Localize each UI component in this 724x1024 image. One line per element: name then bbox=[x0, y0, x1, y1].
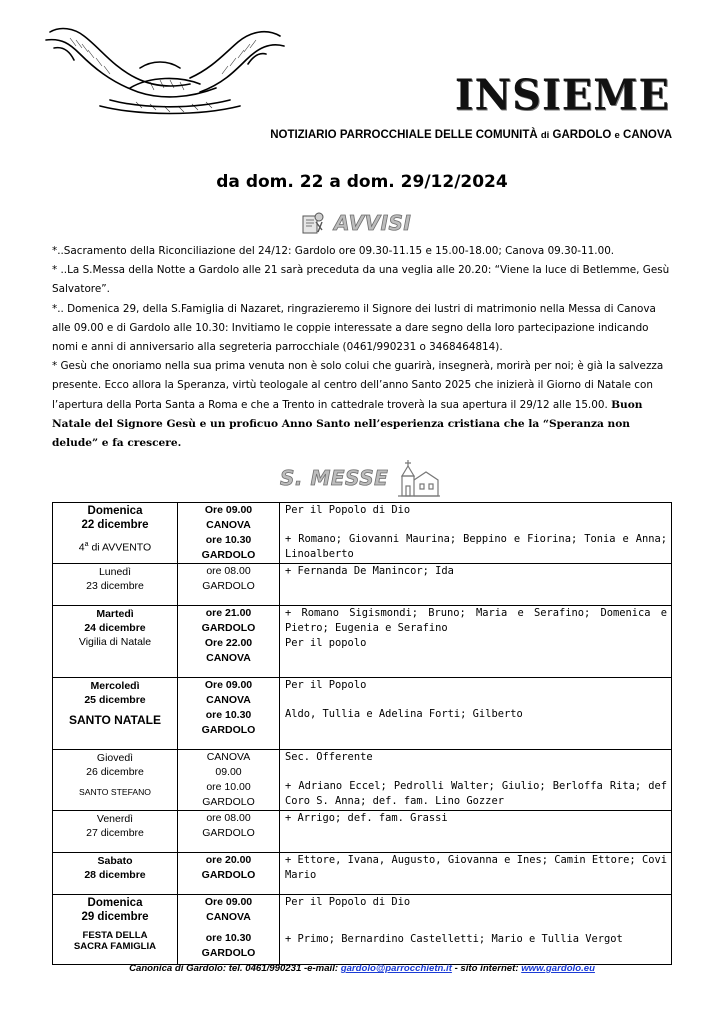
newsletter-subtitle bbox=[200, 129, 672, 141]
time-cell bbox=[178, 750, 280, 811]
intention-text: + Arrigo; def. fam. Grassi bbox=[285, 812, 448, 824]
mass-place: GARDOLO bbox=[201, 622, 256, 634]
intention-text: Aldo, Tullia e Adelina Forti; Gilberto bbox=[285, 708, 523, 720]
avviso-paragraph: *..Sacramento della Riconciliazione del 24/12: Gardolo ore 09.30-11.15 e 15.00-18.00; Canova 09.30-11.00. bbox=[52, 245, 615, 257]
liturgical-note bbox=[53, 538, 177, 555]
day-name: Sabato bbox=[97, 855, 133, 867]
table-row bbox=[53, 853, 672, 895]
subtitle-e: e bbox=[614, 130, 620, 141]
email-link[interactable]: gardolo@parrocchietn.it bbox=[340, 963, 452, 974]
day-cell bbox=[53, 606, 178, 678]
liturgical-note: SANTO NATALE bbox=[69, 713, 161, 727]
subtitle-text: NOTIZIARIO PARROCCHIALE DELLE COMUNITÀ bbox=[270, 129, 538, 141]
mass-time: ore 10.30 bbox=[205, 932, 252, 944]
day-date: 22 dicembre bbox=[81, 519, 149, 531]
avvisi-title: AVVISI bbox=[334, 211, 412, 235]
table-row bbox=[53, 895, 672, 965]
website-link[interactable]: www.gardolo.eu bbox=[521, 963, 595, 974]
day-date: 25 dicembre bbox=[84, 694, 146, 706]
mass-time: 09.00 bbox=[215, 766, 242, 778]
avvisi-body bbox=[52, 242, 672, 453]
intention-text: + Ettore, Ivana, Augusto, Giovanna e Ines; Camin Ettore; Covi Mario bbox=[285, 854, 667, 881]
day-cell bbox=[53, 564, 178, 606]
intentions-cell bbox=[280, 606, 672, 678]
intentions-cell bbox=[280, 503, 672, 564]
mass-time: ore 10.30 bbox=[205, 534, 252, 546]
subtitle-canova: CANOVA bbox=[623, 129, 672, 141]
day-cell bbox=[53, 853, 178, 895]
liturgical-note: SACRA FAMIGLIA bbox=[73, 941, 157, 952]
day-date: 24 dicembre bbox=[84, 622, 146, 634]
intention-text: + Romano Sigismondi; Bruno; Maria e Serafino; Domenica e Pietro; Eugenia e Serafino bbox=[285, 607, 667, 634]
subtitle-di: di bbox=[540, 130, 550, 141]
table-row bbox=[53, 503, 672, 564]
mass-place: GARDOLO bbox=[202, 827, 255, 839]
mass-time: ore 21.00 bbox=[205, 607, 252, 619]
liturgical-note: Vigilia di Natale bbox=[78, 636, 152, 648]
intention-text: Per il popolo bbox=[285, 637, 367, 649]
mass-time: Ore 09.00 bbox=[204, 896, 253, 908]
subtitle-gardolo: GARDOLO bbox=[552, 129, 612, 141]
day-cell bbox=[53, 811, 178, 853]
mass-time: Ore 09.00 bbox=[204, 504, 253, 516]
parish-contact-footer bbox=[52, 963, 672, 974]
liturgical-note: SANTO STEFANO bbox=[79, 787, 151, 797]
note-text: di AVVENTO bbox=[91, 541, 152, 554]
time-cell bbox=[178, 564, 280, 606]
table-row bbox=[53, 564, 672, 606]
mass-time: ore 10.00 bbox=[206, 781, 251, 793]
mass-place: CANOVA bbox=[206, 519, 251, 531]
intention-text: Per il Popolo bbox=[285, 679, 367, 691]
mass-place: GARDOLO bbox=[202, 580, 255, 592]
intentions-cell bbox=[280, 564, 672, 606]
day-name: Giovedì bbox=[96, 752, 134, 764]
intention-text: Per il Popolo di Dio bbox=[285, 504, 411, 516]
day-cell bbox=[53, 895, 178, 965]
time-cell bbox=[178, 503, 280, 564]
messe-title: S. MESSE bbox=[280, 466, 389, 490]
table-row bbox=[53, 678, 672, 750]
christmas-greeting: Buon Natale del Signore Gesù e un proficuo Anno Santo nell’esperienza cristiana che la “Speranza non delude” e fa crescere. bbox=[52, 398, 643, 450]
masses-schedule-table bbox=[52, 502, 672, 965]
mass-time: Ore 09.00 bbox=[204, 679, 253, 691]
mass-place: GARDOLO bbox=[201, 869, 256, 881]
mass-place: CANOVA bbox=[206, 694, 251, 706]
time-cell bbox=[178, 678, 280, 750]
mass-place: GARDOLO bbox=[201, 549, 256, 561]
day-name: Lunedì bbox=[98, 566, 132, 578]
day-date: 26 dicembre bbox=[86, 766, 144, 778]
mass-place: GARDOLO bbox=[202, 796, 255, 808]
time-cell bbox=[178, 853, 280, 895]
intention-text: + Romano; Giovanni Maurina; Beppino e Fiorina; Tonia e Anna; Linoalberto bbox=[285, 533, 667, 560]
liturgical-note: FESTA DELLA bbox=[82, 930, 148, 941]
intentions-cell bbox=[280, 678, 672, 750]
date-range-heading: da dom. 22 a dom. 29/12/2024 bbox=[216, 172, 508, 192]
table-row bbox=[53, 606, 672, 678]
mass-place: CANOVA bbox=[206, 911, 251, 923]
note-number: 4 bbox=[78, 541, 85, 554]
mass-place: GARDOLO bbox=[201, 947, 256, 959]
day-cell bbox=[53, 503, 178, 564]
footer-text: Canonica di Gardolo: tel. 0461/990231 -e-mail: bbox=[129, 963, 341, 974]
time-cell bbox=[178, 895, 280, 965]
time-cell bbox=[178, 606, 280, 678]
intention-text: Per il Popolo di Dio bbox=[285, 896, 411, 908]
day-date: 29 dicembre bbox=[81, 911, 149, 923]
masthead-title: INSIEME bbox=[454, 70, 670, 121]
table-row bbox=[53, 750, 672, 811]
day-name: Venerdì bbox=[96, 813, 134, 825]
mass-time: ore 08.00 bbox=[206, 812, 251, 824]
intention-text: + Fernanda De Manincor; Ida bbox=[285, 565, 454, 577]
avviso-paragraph bbox=[52, 357, 672, 453]
mass-place: GARDOLO bbox=[201, 724, 256, 736]
day-cell bbox=[53, 750, 178, 811]
mass-place: CANOVA bbox=[206, 751, 251, 763]
intention-text: Sec. Offerente bbox=[285, 751, 373, 763]
intention-text: + Primo; Bernardino Castelletti; Mario e Tullia Vergot bbox=[285, 933, 623, 945]
day-name: Mercoledì bbox=[90, 680, 140, 692]
mass-time: Ore 22.00 bbox=[204, 637, 253, 649]
praying-hands-illustration bbox=[40, 18, 290, 118]
day-date: 27 dicembre bbox=[86, 827, 144, 839]
note-sup: a bbox=[84, 541, 89, 548]
intention-text: + Adriano Eccel; Pedrolli Walter; Giulio; Berloffa Rita; def Coro S. Anna; def. fam. Lino Gozzer bbox=[285, 780, 667, 807]
mass-time: ore 20.00 bbox=[205, 854, 252, 866]
avviso-text: * Gesù che onoriamo nella sua prima venuta non è solo colui che guarirà, insegnerà, morirà per noi; è già la salvezza presente. Ecco allora la Speranza, virtù teologale al centro dell’anno Santo 2025 che inizierà il Giorno di Natale con l’apertura della Porta Santa a Roma e che a Trento in cattedrale troverà la sua apertura il 29/12 alle 15.00. bbox=[52, 360, 664, 411]
footer-text: - sito internet: bbox=[451, 963, 522, 974]
avviso-paragraph: *.. Domenica 29, della S.Famiglia di Nazaret, ringrazieremo il Signore dei lustri di matrimonio nella Messa di Canova alle 09.00 e di Gardolo alle 10.30: Invitiamo le coppie interessate a dare segno della loro partecipazione indicando nomi e anni di anniversario alla segreteria parrocchiale (0461/990231 o 3468464814). bbox=[52, 302, 656, 354]
table-row bbox=[53, 811, 672, 853]
mass-place: CANOVA bbox=[206, 652, 251, 664]
day-name: Martedì bbox=[96, 608, 134, 620]
day-name: Domenica bbox=[87, 897, 143, 909]
intentions-cell bbox=[280, 811, 672, 853]
day-cell bbox=[53, 678, 178, 750]
intentions-cell bbox=[280, 750, 672, 811]
day-name: Domenica bbox=[87, 505, 143, 517]
time-cell bbox=[178, 811, 280, 853]
day-date: 23 dicembre bbox=[86, 580, 144, 592]
avvisi-heading bbox=[300, 210, 411, 236]
intentions-cell bbox=[280, 895, 672, 965]
intentions-cell bbox=[280, 853, 672, 895]
announcement-icon bbox=[300, 210, 326, 236]
messe-heading bbox=[280, 456, 442, 500]
mass-time: ore 10.30 bbox=[205, 709, 252, 721]
day-date: 28 dicembre bbox=[84, 869, 146, 881]
church-icon bbox=[396, 456, 442, 500]
mass-time: ore 08.00 bbox=[206, 565, 251, 577]
avviso-paragraph: * ..La S.Messa della Notte a Gardolo alle 21 sarà preceduta da una veglia alle 20.20: “Viene la luce di Betlemme, Gesù Salvatore”. bbox=[52, 264, 670, 296]
